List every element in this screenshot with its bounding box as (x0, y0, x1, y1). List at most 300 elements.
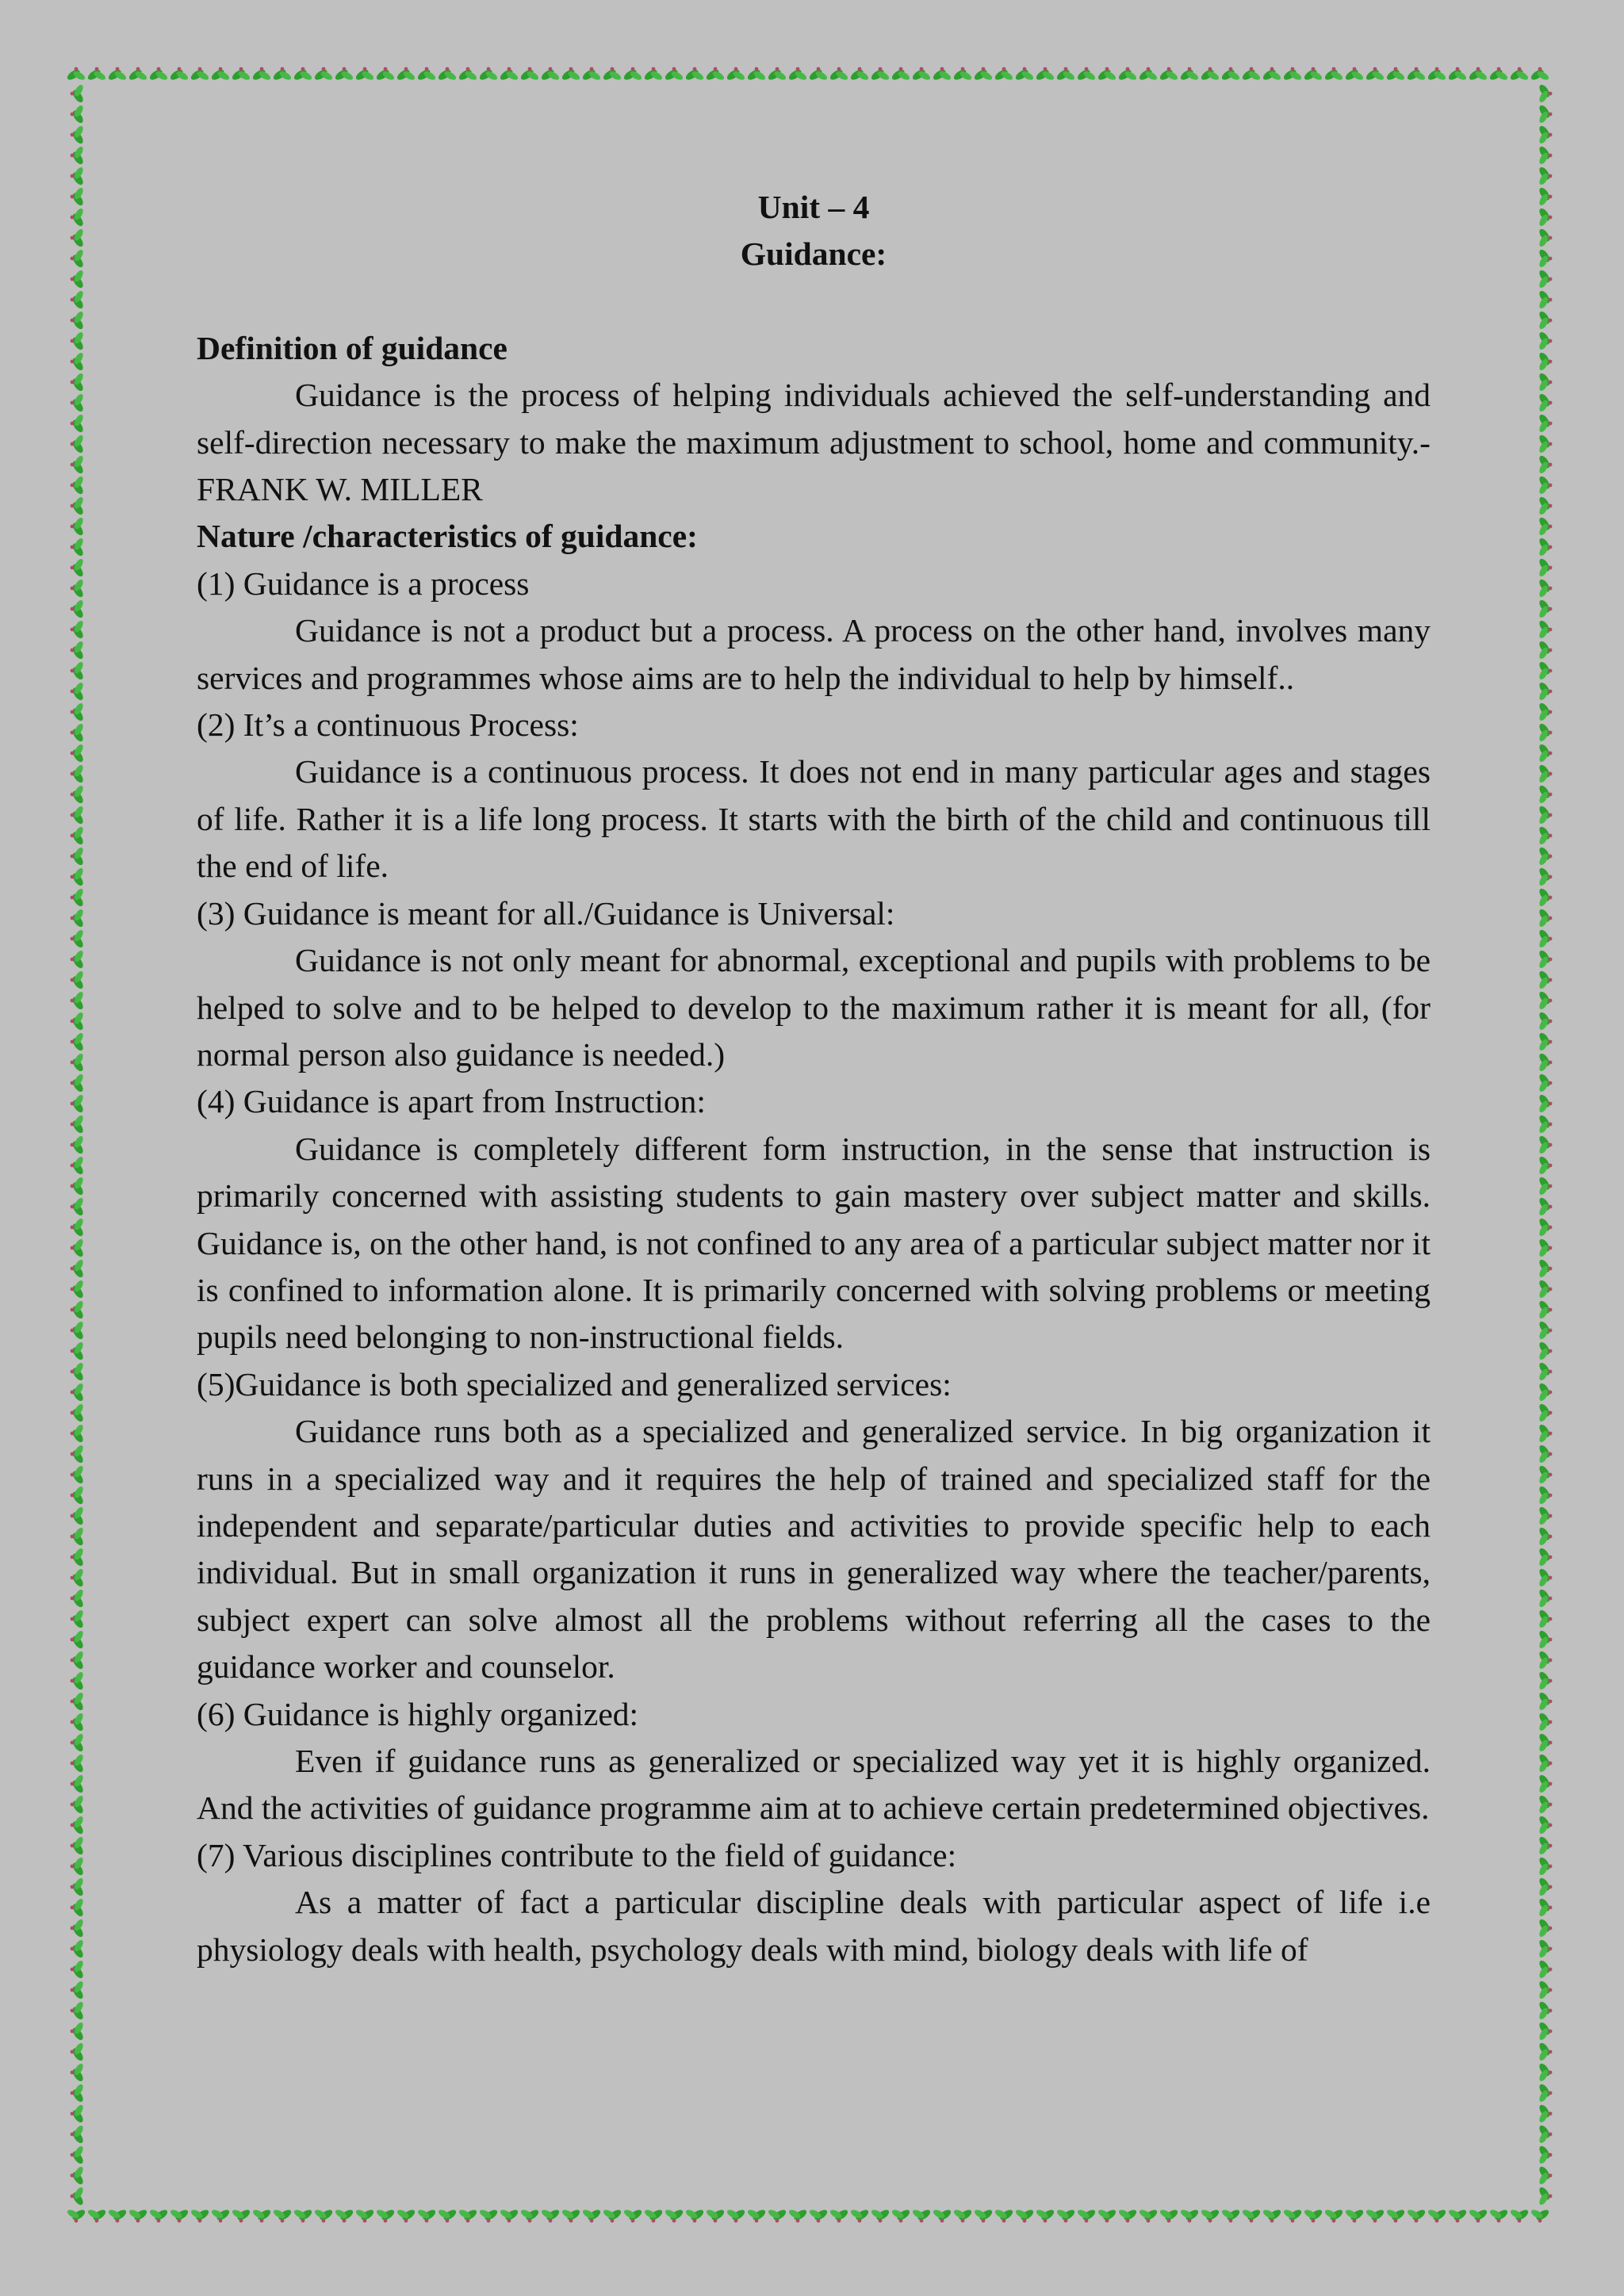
holly-leaf-icon (1097, 67, 1117, 82)
holly-leaf-icon (71, 1732, 86, 1753)
holly-leaf-icon (519, 2208, 540, 2223)
holly-leaf-icon (71, 1506, 86, 1526)
holly-leaf-icon (952, 67, 973, 82)
holly-leaf-icon (1323, 2208, 1344, 2223)
holly-leaf-icon (272, 67, 293, 82)
holly-leaf-icon (1538, 2083, 1553, 2103)
holly-leaf-icon (1538, 269, 1553, 289)
holly-leaf-icon (1538, 166, 1553, 186)
holly-leaf-icon (1538, 516, 1553, 537)
holly-leaf-icon (1538, 1423, 1553, 1444)
holly-leaf-icon (1538, 1506, 1553, 1526)
holly-leaf-icon (1538, 1918, 1553, 1938)
holly-leaf-icon (1538, 537, 1553, 557)
holly-leaf-icon (973, 2208, 994, 2223)
holly-leaf-icon (71, 887, 86, 908)
holly-leaf-icon (746, 67, 767, 82)
item-text: Even if guidance runs as generalized or specialized way yet it is highly organized. And the activities of guidance programme aim at to achieve certain predetermined objectives. (197, 1743, 1431, 1827)
holly-leaf-icon (870, 67, 891, 82)
holly-leaf-icon (787, 2208, 808, 2223)
holly-leaf-icon (1344, 2208, 1365, 2223)
holly-leaf-icon (973, 67, 994, 82)
holly-leaf-icon (71, 454, 86, 475)
holly-leaf-icon (602, 67, 622, 82)
holly-leaf-icon (1538, 805, 1553, 825)
holly-leaf-icon (1538, 1588, 1553, 1609)
holly-leaf-icon (1538, 372, 1553, 392)
holly-leaf-icon (1538, 1031, 1553, 1052)
holly-leaf-icon (71, 1444, 86, 1464)
holly-leaf-icon (1488, 67, 1509, 82)
holly-leaf-icon (71, 1258, 86, 1279)
item-text: Guidance is not a product but a process. A process on the other hand, involves many services and programmes whose aims are to help the individual to help by himself.. (197, 612, 1431, 696)
holly-leaf-icon (1538, 1258, 1553, 1279)
holly-leaf-icon (1220, 2208, 1241, 2223)
holly-leaf-icon (1538, 1073, 1553, 1093)
item-text: Guidance is completely different form instruction, in the sense that instruction is primarily concerned with assisting students to gain mastery over subject matter and skills. Guidance is, on the other hand, is not confined to any area of a particular subject matter nor it is confined to information alone. It is primarily concerned with solving problems or meeting pupils need belonging to non-instructional fields. (197, 1130, 1431, 1356)
holly-leaf-icon (1538, 867, 1553, 887)
holly-leaf-icon (1055, 2208, 1076, 2223)
holly-leaf-icon (71, 1959, 86, 1980)
holly-leaf-icon (1538, 1196, 1553, 1217)
holly-leaf-icon (1468, 67, 1488, 82)
holly-leaf-icon (66, 2208, 86, 2223)
holly-leaf-icon (1241, 2208, 1262, 2223)
holly-leaf-icon (643, 2208, 664, 2223)
holly-leaf-icon (71, 2165, 86, 2186)
holly-leaf-icon (71, 1073, 86, 1093)
holly-leaf-icon (66, 67, 86, 82)
holly-leaf-icon (1538, 1856, 1553, 1877)
holly-leaf-icon (870, 2208, 891, 2223)
holly-leaf-icon (478, 2208, 499, 2223)
holly-leaf-icon (1538, 1299, 1553, 1320)
holly-leaf-icon (1538, 1382, 1553, 1402)
holly-leaf-icon (1538, 2103, 1553, 2124)
holly-leaf-icon (1538, 846, 1553, 867)
holly-leaf-icon (1538, 1485, 1553, 1506)
holly-leaf-icon (71, 722, 86, 743)
item-text: Guidance runs both as a specialized and generalized service. In big organization it runs in a specialized way and it requires the help of trained and specialized staff for the independent and separate/particular duties and activities to provide specific help to each individual. But in small organization it runs in generalized way where the teacher/parents, subject expert can solve almost all the problems without referring all the cases to the guidance worker and counselor. (197, 1413, 1431, 1686)
holly-leaf-icon (1538, 722, 1553, 743)
holly-leaf-icon (396, 2208, 416, 2223)
holly-leaf-icon (808, 2208, 829, 2223)
holly-leaf-icon (354, 2208, 375, 2223)
holly-leaf-icon (1262, 67, 1282, 82)
holly-leaf-icon (1538, 2021, 1553, 2042)
holly-leaf-icon (911, 2208, 932, 2223)
holly-leaf-icon (1538, 681, 1553, 702)
holly-leaf-icon (334, 2208, 354, 2223)
holly-leaf-icon (1538, 104, 1553, 124)
holly-leaf-icon (1538, 2062, 1553, 2083)
holly-leaf-icon (71, 186, 86, 207)
holly-leaf-icon (1538, 2186, 1553, 2206)
holly-leaf-icon (71, 1774, 86, 1794)
holly-leaf-icon (1323, 67, 1344, 82)
holly-leaf-icon (1538, 124, 1553, 145)
holly-leaf-icon (829, 2208, 849, 2223)
holly-leaf-icon (71, 331, 86, 351)
holly-leaf-icon (994, 67, 1014, 82)
holly-leaf-icon (71, 640, 86, 660)
holly-leaf-icon (1538, 660, 1553, 681)
holly-leaf-icon (231, 67, 251, 82)
holly-leaf-icon (169, 67, 190, 82)
holly-leaf-icon (1538, 207, 1553, 228)
holly-leaf-icon (71, 743, 86, 763)
holly-leaf-icon (1538, 1444, 1553, 1464)
holly-leaf-icon (71, 228, 86, 248)
item-title: (1) Guidance is a process (197, 564, 530, 602)
holly-leaf-icon (1538, 1176, 1553, 1196)
holly-leaf-icon (622, 67, 643, 82)
holly-leaf-icon (71, 2000, 86, 2021)
holly-leaf-icon (71, 784, 86, 805)
holly-leaf-icon (849, 67, 870, 82)
holly-leaf-icon (1538, 908, 1553, 928)
holly-leaf-icon (71, 1650, 86, 1670)
holly-leaf-icon (1538, 1526, 1553, 1547)
holly-leaf-icon (313, 67, 334, 82)
holly-leaf-icon (71, 372, 86, 392)
holly-leaf-icon (210, 67, 231, 82)
holly-leaf-icon (210, 2208, 231, 2223)
holly-leaf-icon (1538, 1135, 1553, 1155)
holly-leaf-icon (1406, 67, 1427, 82)
holly-leaf-icon (71, 434, 86, 454)
holly-leaf-icon (148, 67, 169, 82)
holly-leaf-icon (499, 2208, 519, 2223)
holly-leaf-icon (1538, 1938, 1553, 1959)
holly-leaf-icon (1200, 2208, 1220, 2223)
holly-leaf-icon (1220, 67, 1241, 82)
holly-leaf-icon (71, 1279, 86, 1299)
holly-leaf-icon (911, 67, 932, 82)
holly-leaf-icon (71, 908, 86, 928)
holly-leaf-icon (1538, 1279, 1553, 1299)
holly-leaf-icon (1538, 2124, 1553, 2145)
holly-leaf-icon (891, 2208, 911, 2223)
holly-leaf-icon (1509, 2208, 1530, 2223)
holly-leaf-icon (71, 1320, 86, 1341)
holly-leaf-icon (1385, 67, 1406, 82)
holly-leaf-icon (1303, 67, 1323, 82)
topic-heading: Guidance: (740, 235, 887, 273)
holly-leaf-icon (71, 1856, 86, 1877)
holly-leaf-icon (71, 1196, 86, 1217)
holly-leaf-icon (1447, 2208, 1468, 2223)
holly-leaf-icon (71, 681, 86, 702)
holly-leaf-icon (71, 475, 86, 496)
holly-leaf-icon (891, 67, 911, 82)
holly-leaf-icon (71, 248, 86, 269)
holly-leaf-icon (1447, 67, 1468, 82)
holly-leaf-icon (1427, 67, 1447, 82)
holly-leaf-icon (849, 2208, 870, 2223)
holly-leaf-icon (71, 619, 86, 640)
holly-leaf-icon (1538, 248, 1553, 269)
holly-leaf-icon (1538, 1877, 1553, 1897)
holly-leaf-icon (1282, 2208, 1303, 2223)
holly-leaf-icon (1538, 2145, 1553, 2165)
holly-leaf-icon (71, 1670, 86, 1691)
holly-leaf-icon (71, 413, 86, 434)
holly-leaf-icon (71, 928, 86, 949)
holly-leaf-icon (1468, 2208, 1488, 2223)
holly-leaf-icon (1538, 145, 1553, 166)
item-title: (4) Guidance is apart from Instruction: (197, 1083, 706, 1120)
holly-leaf-icon (1344, 67, 1365, 82)
holly-leaf-icon (71, 1423, 86, 1444)
holly-leaf-icon (71, 1361, 86, 1382)
holly-leaf-icon (1538, 1567, 1553, 1588)
holly-leaf-icon (272, 2208, 293, 2223)
holly-leaf-icon (71, 392, 86, 413)
holly-leaf-icon (71, 207, 86, 228)
holly-leaf-icon (396, 67, 416, 82)
holly-leaf-icon (1406, 2208, 1427, 2223)
holly-leaf-icon (1538, 475, 1553, 496)
holly-leaf-icon (1538, 228, 1553, 248)
holly-leaf-icon (1179, 2208, 1200, 2223)
holly-leaf-icon (71, 1176, 86, 1196)
item-text: Guidance is not only meant for abnormal, exceptional and pupils with problems to be helped to solve and to be helped to develop to the maximum rather it is meant for all, (for normal person also guidance is needed.) (197, 942, 1431, 1073)
holly-leaf-icon (1538, 1217, 1553, 1238)
holly-leaf-icon (1538, 1320, 1553, 1341)
holly-leaf-icon (643, 67, 664, 82)
holly-leaf-icon (293, 67, 313, 82)
holly-leaf-icon (1538, 1629, 1553, 1650)
holly-leaf-icon (1385, 2208, 1406, 2223)
holly-leaf-icon (581, 2208, 602, 2223)
holly-leaf-icon (416, 2208, 437, 2223)
holly-leaf-icon (1538, 1712, 1553, 1732)
holly-leaf-icon (190, 67, 210, 82)
holly-leaf-icon (1138, 67, 1159, 82)
holly-leaf-icon (519, 67, 540, 82)
holly-leaf-icon (71, 496, 86, 516)
holly-leaf-icon (71, 1031, 86, 1052)
holly-leaf-icon (293, 2208, 313, 2223)
holly-leaf-icon (71, 1691, 86, 1712)
holly-leaf-icon (1262, 2208, 1282, 2223)
holly-leaf-icon (190, 2208, 210, 2223)
holly-leaf-icon (1035, 2208, 1055, 2223)
holly-leaf-icon (251, 67, 272, 82)
holly-leaf-icon (1538, 784, 1553, 805)
holly-leaf-icon (71, 825, 86, 846)
holly-leaf-icon (71, 124, 86, 145)
holly-leaf-icon (1538, 392, 1553, 413)
holly-leaf-icon (416, 67, 437, 82)
item-text: As a matter of fact a particular discipline deals with particular aspect of life i.e physiology deals with health, psychology deals with mind, biology deals with life of (197, 1884, 1431, 1968)
holly-leaf-icon (664, 67, 684, 82)
holly-leaf-icon (128, 67, 148, 82)
holly-leaf-icon (1538, 1464, 1553, 1485)
holly-leaf-icon (86, 67, 107, 82)
holly-leaf-icon (71, 1464, 86, 1485)
holly-leaf-icon (767, 67, 787, 82)
holly-leaf-icon (602, 2208, 622, 2223)
holly-leaf-icon (86, 2208, 107, 2223)
holly-leaf-icon (71, 599, 86, 619)
holly-leaf-icon (664, 2208, 684, 2223)
holly-leaf-icon (1538, 1691, 1553, 1712)
holly-leaf-icon (148, 2208, 169, 2223)
holly-leaf-icon (71, 537, 86, 557)
holly-leaf-icon (1509, 67, 1530, 82)
holly-leaf-icon (1538, 825, 1553, 846)
holly-leaf-icon (767, 2208, 787, 2223)
holly-leaf-icon (71, 1897, 86, 1918)
holly-leaf-icon (71, 1093, 86, 1114)
holly-leaf-icon (1538, 1774, 1553, 1794)
holly-leaf-icon (1159, 2208, 1179, 2223)
holly-leaf-icon (71, 763, 86, 784)
holly-leaf-icon (622, 2208, 643, 2223)
holly-leaf-icon (1538, 1011, 1553, 1031)
holly-leaf-icon (1035, 67, 1055, 82)
holly-leaf-icon (71, 1629, 86, 1650)
holly-leaf-icon (71, 867, 86, 887)
holly-leaf-icon (1538, 1650, 1553, 1670)
holly-leaf-icon (71, 1382, 86, 1402)
holly-leaf-icon (71, 289, 86, 310)
holly-leaf-icon (1538, 1402, 1553, 1423)
holly-leaf-icon (71, 2103, 86, 2124)
holly-leaf-icon (71, 2124, 86, 2145)
holly-leaf-icon (71, 1114, 86, 1135)
holly-leaf-icon (71, 1011, 86, 1031)
definition-text: Guidance is the process of helping individuals achieved the self-understanding and self-direction necessary to make the maximum adjustment to school, home and community.-FRANK W. MILLER (197, 377, 1431, 508)
holly-leaf-icon (71, 1753, 86, 1774)
holly-leaf-icon (1538, 434, 1553, 454)
holly-leaf-icon (71, 846, 86, 867)
holly-leaf-icon (71, 2062, 86, 2083)
holly-leaf-icon (71, 2083, 86, 2103)
holly-leaf-icon (1538, 578, 1553, 599)
holly-leaf-icon (1538, 1959, 1553, 1980)
holly-leaf-icon (71, 1155, 86, 1176)
holly-leaf-icon (313, 2208, 334, 2223)
holly-leaf-icon (1241, 67, 1262, 82)
holly-leaf-icon (1538, 1609, 1553, 1629)
holly-leaf-icon (1538, 970, 1553, 990)
holly-leaf-icon (375, 2208, 396, 2223)
holly-leaf-icon (1538, 1361, 1553, 1382)
holly-leaf-icon (71, 970, 86, 990)
holly-leaf-icon (1538, 1980, 1553, 2000)
holly-leaf-icon (540, 2208, 561, 2223)
holly-leaf-icon (71, 1526, 86, 1547)
holly-leaf-icon (1538, 1815, 1553, 1835)
holly-leaf-icon (71, 557, 86, 578)
holly-leaf-icon (478, 67, 499, 82)
holly-leaf-icon (1538, 331, 1553, 351)
holly-leaf-icon (1014, 2208, 1035, 2223)
holly-leaf-icon (107, 2208, 128, 2223)
holly-leaf-icon (71, 310, 86, 331)
holly-leaf-icon (71, 145, 86, 166)
item-title: (3) Guidance is meant for all./Guidance is Universal: (197, 894, 895, 932)
holly-leaf-icon (71, 1567, 86, 1588)
holly-leaf-icon (1538, 351, 1553, 372)
holly-leaf-icon (375, 67, 396, 82)
holly-leaf-icon (1538, 557, 1553, 578)
holly-leaf-icon (71, 104, 86, 124)
holly-leaf-icon (71, 578, 86, 599)
holly-leaf-icon (1303, 2208, 1323, 2223)
holly-leaf-icon (1538, 186, 1553, 207)
document-body (197, 184, 1431, 1973)
holly-leaf-icon (1282, 67, 1303, 82)
holly-leaf-icon (437, 67, 458, 82)
nature-heading: Nature /characteristics of guidance: (197, 518, 698, 555)
holly-leaf-icon (231, 2208, 251, 2223)
holly-leaf-icon (1538, 990, 1553, 1011)
holly-leaf-icon (1076, 67, 1097, 82)
holly-leaf-icon (1538, 619, 1553, 640)
holly-leaf-icon (128, 2208, 148, 2223)
holly-leaf-icon (1538, 2165, 1553, 2186)
holly-leaf-icon (1538, 1897, 1553, 1918)
holly-leaf-icon (71, 1052, 86, 1073)
holly-leaf-icon (1538, 763, 1553, 784)
holly-leaf-icon (71, 1918, 86, 1938)
holly-leaf-icon (71, 702, 86, 722)
holly-leaf-icon (1538, 1753, 1553, 1774)
holly-leaf-icon (251, 2208, 272, 2223)
holly-leaf-icon (581, 67, 602, 82)
item-title: (6) Guidance is highly organized: (197, 1695, 639, 1732)
holly-leaf-icon (1538, 454, 1553, 475)
holly-leaf-icon (932, 67, 952, 82)
holly-leaf-icon (71, 83, 86, 104)
item-title: (5)Guidance is both specialized and generalized services: (197, 1365, 952, 1402)
holly-leaf-icon (952, 2208, 973, 2223)
holly-leaf-icon (71, 2042, 86, 2062)
holly-leaf-icon (829, 67, 849, 82)
holly-leaf-icon (71, 1135, 86, 1155)
holly-leaf-icon (71, 1299, 86, 1320)
holly-leaf-icon (71, 1980, 86, 2000)
holly-leaf-icon (1538, 1093, 1553, 1114)
holly-leaf-icon (540, 67, 561, 82)
holly-leaf-icon (1200, 67, 1220, 82)
holly-leaf-icon (705, 2208, 726, 2223)
holly-leaf-icon (684, 67, 705, 82)
holly-leaf-icon (458, 2208, 478, 2223)
holly-leaf-icon (71, 1588, 86, 1609)
holly-leaf-icon (561, 67, 581, 82)
holly-leaf-icon (1538, 887, 1553, 908)
holly-leaf-icon (994, 2208, 1014, 2223)
unit-heading: Unit – 4 (757, 189, 870, 225)
holly-leaf-icon (1538, 702, 1553, 722)
holly-leaf-icon (71, 2145, 86, 2165)
holly-leaf-icon (71, 166, 86, 186)
holly-leaf-icon (1538, 496, 1553, 516)
holly-leaf-icon (1538, 1547, 1553, 1567)
holly-leaf-icon (354, 67, 375, 82)
holly-leaf-icon (787, 67, 808, 82)
holly-leaf-icon (437, 2208, 458, 2223)
holly-leaf-icon (1530, 67, 1550, 82)
holly-leaf-icon (71, 1485, 86, 1506)
holly-leaf-icon (1117, 2208, 1138, 2223)
holly-leaf-icon (705, 67, 726, 82)
